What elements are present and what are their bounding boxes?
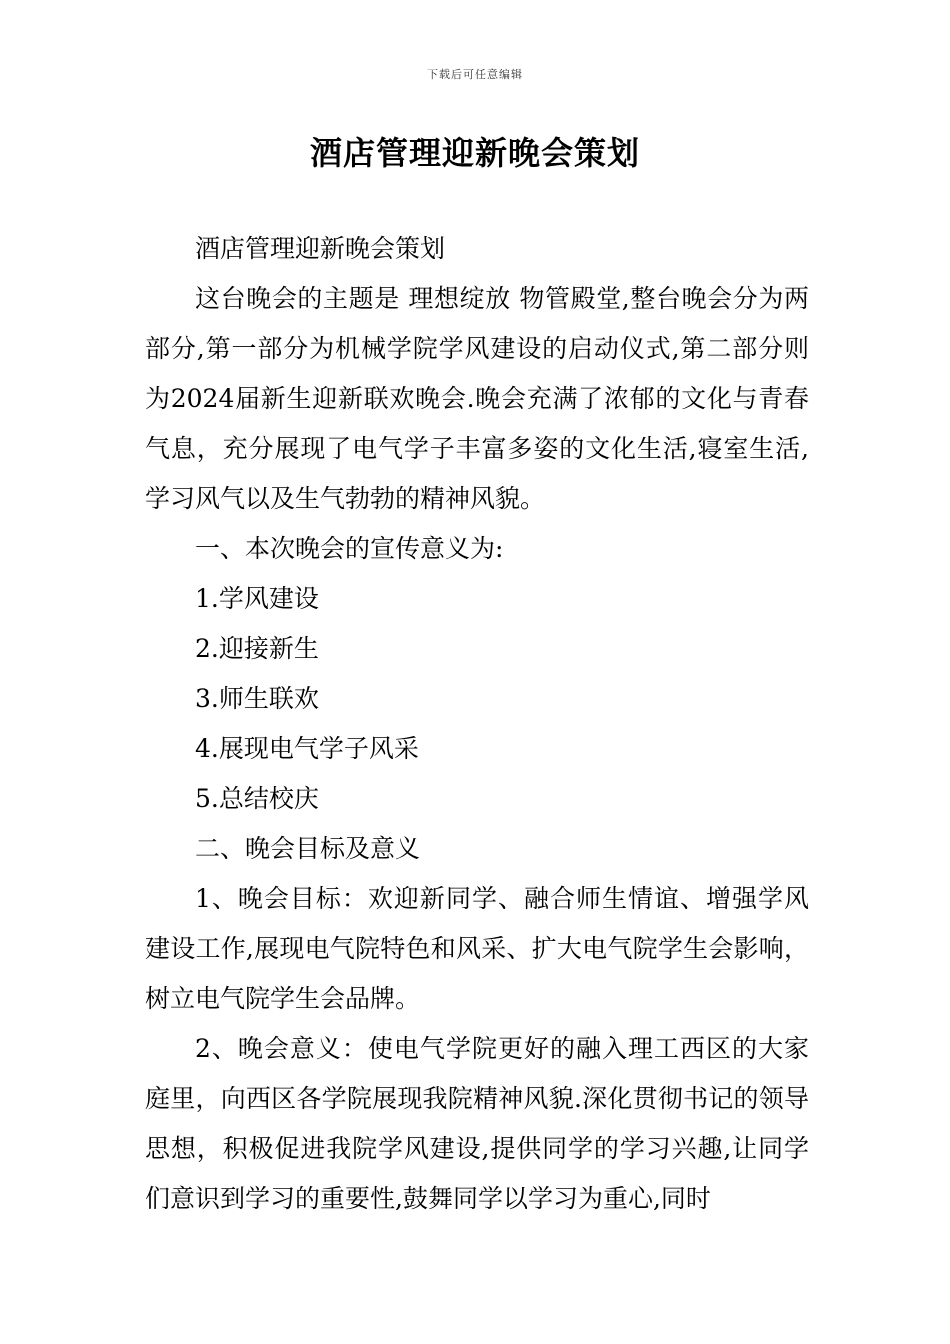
list-item: 2.迎接新生	[195, 634, 319, 663]
paragraph-subtitle: 酒店管理迎新晚会策划	[195, 234, 446, 263]
paragraph-goal: 1、晚会目标：欢迎新同学、融合师生情谊、增强学风建设工作,展现电气院特色和风采、扩大电气院学生会影响，树立电气院学生会品牌。	[145, 884, 809, 1013]
section-heading-goals: 二、晚会目标及意义	[195, 834, 421, 863]
document-title: 酒店管理迎新晚会策划	[309, 134, 640, 172]
list-item: 3.师生联欢	[195, 684, 319, 713]
document-body	[145, 224, 809, 1224]
list-item: 4.展现电气学子风采	[195, 734, 419, 763]
list-item: 1.学风建设	[195, 584, 319, 613]
list-item: 5.总结校庆	[195, 784, 319, 813]
header-note: 下载后可任意编辑	[427, 68, 523, 81]
paragraph-significance: 2、晚会意义：使电气学院更好的融入理工西区的大家庭里，向西区各学院展现我院精神风貌.深化贯彻书记的领导思想，积极促进我院学风建设,提供同学的学习兴趣,让同学们意识到学习的重要性,鼓舞同学以学习为重心,同时	[145, 1034, 809, 1213]
section-heading-publicity: 一、本次晚会的宣传意义为:	[195, 534, 504, 563]
paragraph-intro: 这台晚会的主题是 理想绽放 物管殿堂,整台晚会分为两部分,第一部分为机械学院学风建设的启动仪式,第二部分则为2024届新生迎新联欢晚会.晚会充满了浓郁的文化与青春气息，充分展现了电气学子丰富多姿的文化生活,寝室生活,学习风气以及生气勃勃的精神风貌。	[145, 284, 809, 513]
